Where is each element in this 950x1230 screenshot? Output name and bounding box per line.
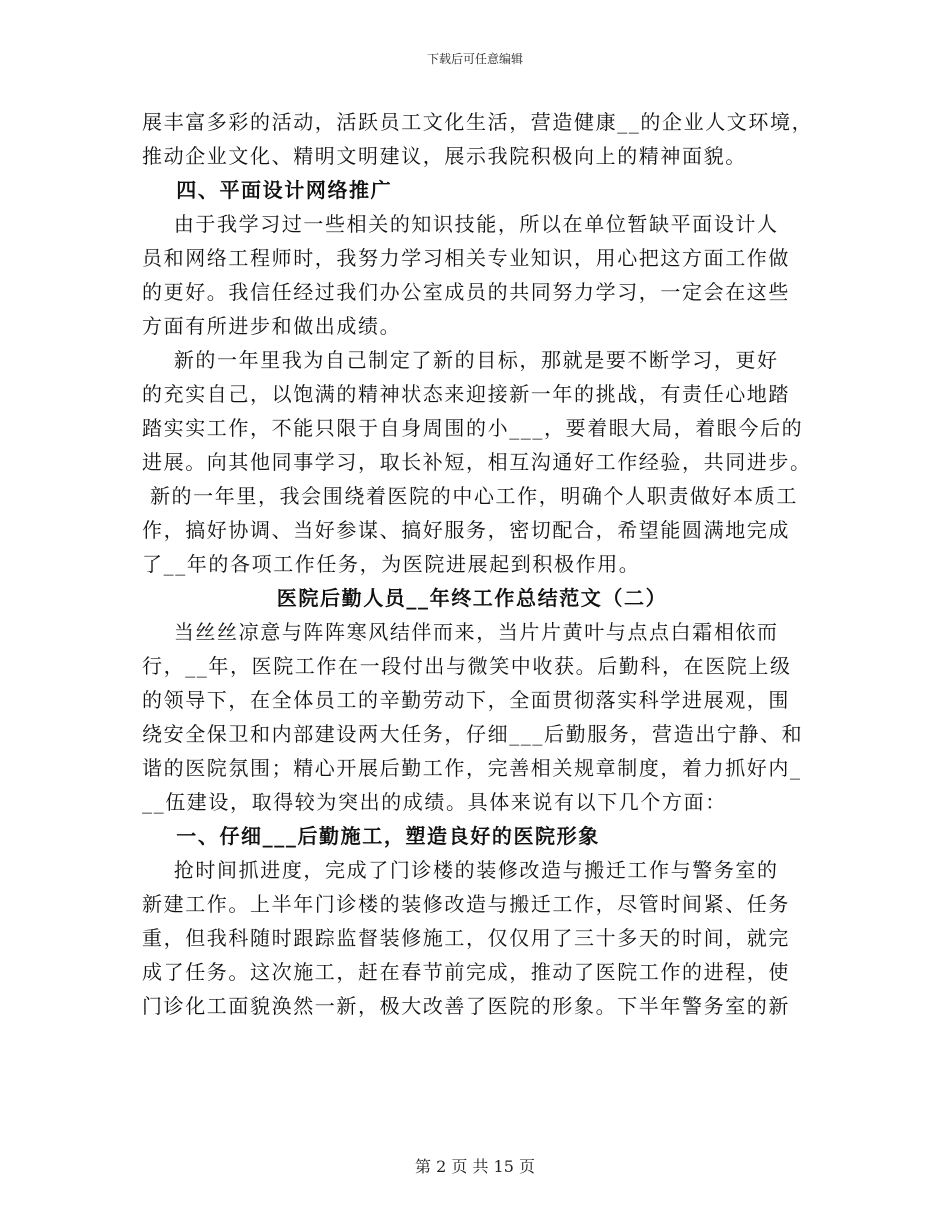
paragraph-line: 方面有所进步和做出成绩。: [142, 314, 402, 338]
paragraph-line: 的更好。我信任经过我们办公室成员的共同努力学习，一定会在这些: [142, 280, 790, 304]
document-title: 医院后勤人员__年终工作总结范文（二）: [276, 586, 668, 610]
paragraph-line: 了__年的各项工作任务，为医院进展起到积极作用。: [142, 552, 641, 576]
paragraph-line: 门诊化工面貌涣然一新，极大改善了医院的形象。下半年警务室的新: [142, 994, 790, 1018]
paragraph-line: 员和网络工程师时，我努力学习相关专业知识，用心把这方面工作做: [142, 246, 790, 270]
paragraph-line: 重，但我科随时跟踪监督装修施工，仅仅用了三十多天的时间，就完: [142, 926, 790, 950]
paragraph-line: 由于我学习过一些相关的知识技能，所以在单位暂缺平面设计人: [142, 212, 779, 236]
paragraph-line: __伍建设，取得较为突出的成绩。具体来说有以下几个方面：: [142, 790, 727, 814]
paragraph-line: 谐的医院氛围；精心开展后勤工作，完善相关规章制度，着力抓好内_: [142, 756, 802, 780]
paragraph-line: 推动企业文化、精明文明建议，展示我院积极向上的精神面貌。: [142, 144, 747, 168]
paragraph-line: 抢时间抓进度，完成了门诊楼的装修改造与搬迁工作与警务室的: [142, 858, 779, 882]
page-header: 下载后可任意编辑: [426, 52, 523, 66]
body-text: [142, 105, 814, 1023]
paragraph-line: 新建工作。上半年门诊楼的装修改造与搬迁工作，尽管时间紧、任务: [142, 892, 790, 916]
paragraph-line: 成了任务。这次施工，赶在春节前完成，推动了医院工作的进程，使: [142, 960, 790, 984]
paragraph-line: 展丰富多彩的活动，活跃员工文化生活，营造健康__的企业人文环境，: [142, 110, 814, 134]
paragraph-line: 作，搞好协调、当好参谋、搞好服务，密切配合，希望能圆满地完成: [142, 518, 790, 542]
paragraph-line: 的充实自己，以饱满的精神状态来迎接新一年的挑战，有责任心地踏: [142, 382, 790, 406]
paragraph-line: 新的一年里我为自己制定了新的目标，那就是要不断学习，更好: [142, 348, 779, 372]
paragraph-line: 行，__年，医院工作在一段付出与微笑中收获。后勤科，在医院上级: [142, 654, 792, 678]
paragraph-line: 的领导下，在全体员工的辛勤劳动下，全面贯彻落实科学进展观，围: [142, 688, 790, 712]
paragraph-line: 当丝丝凉意与阵阵寒风结伴而来，当片片黄叶与点点白霜相依而: [142, 620, 779, 644]
section-heading: 四、平面设计网络推广: [142, 178, 393, 202]
section-heading: 一、仔细___后勤施工，塑造良好的医院形象: [142, 824, 600, 848]
paragraph-line: 绕安全保卫和内部建设两大任务，仔细___后勤服务，营造出宁静、和: [142, 722, 804, 746]
paragraph-line: 进展。向其他同事学习，取长补短，相互沟通好工作经验，共同进步。: [142, 450, 812, 474]
paragraph-line: 踏实实工作，不能只限于自身周围的小___，要着眼大局，着眼今后的: [142, 416, 804, 440]
paragraph-line: 新的一年里，我会围绕着医院的中心工作，明确个人职责做好本质工: [142, 484, 798, 508]
page-footer: 第 2 页 共 15 页: [415, 1157, 535, 1176]
